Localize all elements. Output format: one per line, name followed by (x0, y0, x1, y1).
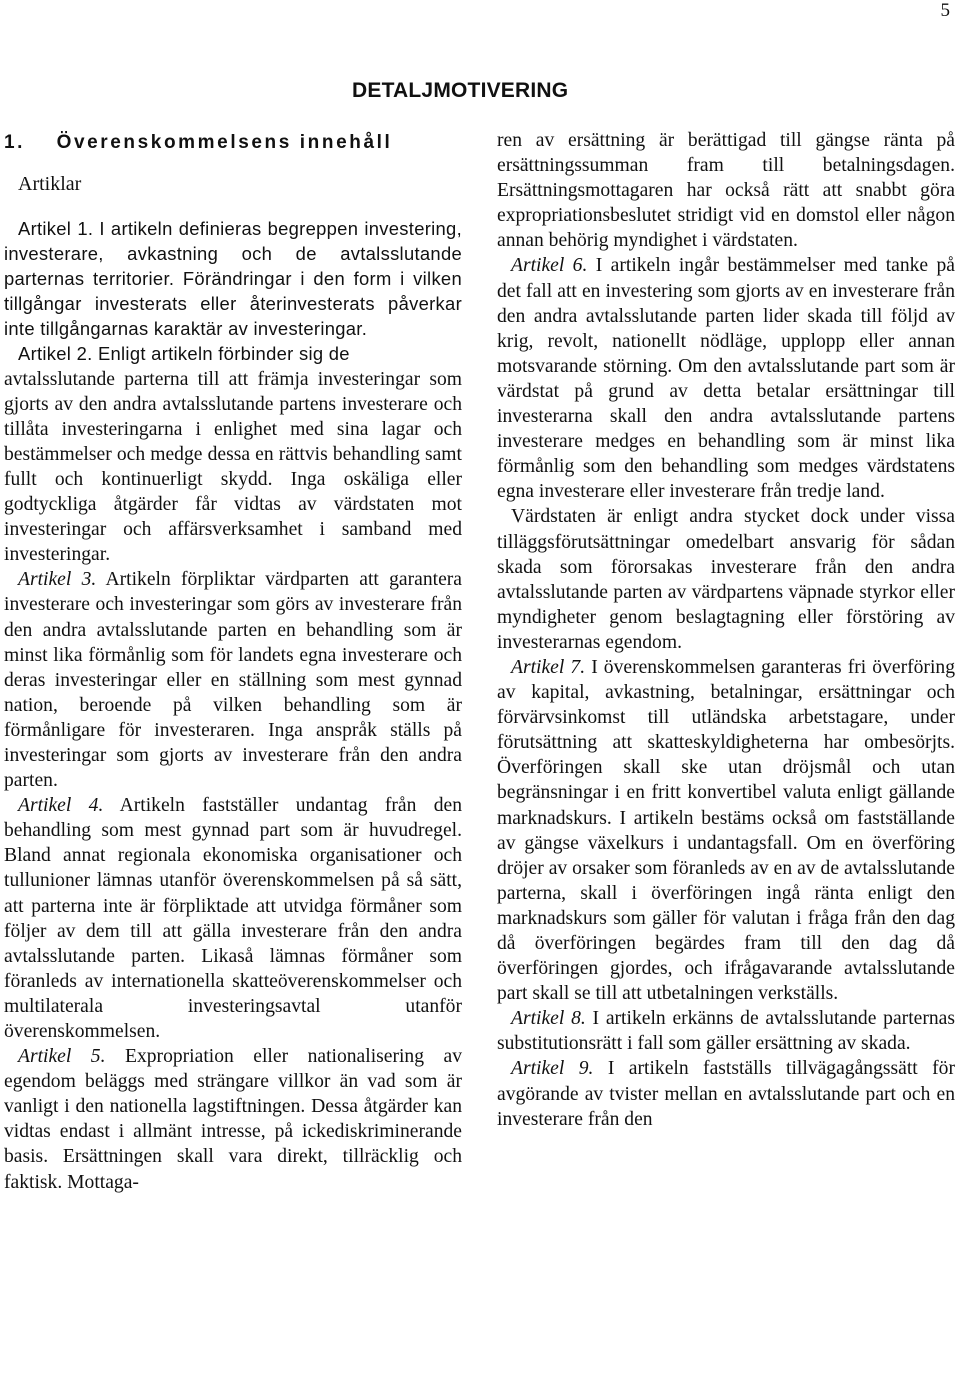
article-1-label: Artikel 1. (18, 218, 94, 239)
article-3 (4, 567, 462, 793)
article-5-part1 (4, 1044, 462, 1195)
article-6-label: Artikel 6. (511, 255, 588, 277)
section-number: 1. (4, 132, 26, 153)
right-column (497, 128, 955, 1132)
page-number: 5 (940, 0, 950, 21)
article-6-text: I artikeln ingår bestämmelser med tanke på det fall att en investering som gjorts av en investerare från den andra avtalsslutande parten lider skada till följd av krig, revolt, nationellt nödläge, upplopp eller annan motsvarande störning. Om den avtalsslutande part som är värdstat på grund av detta betalar ersättningar till investerarna skall den andra avtalsslutande partens investerare medges en behandling som är minst lika förmånlig som den behandling som medges värdstatens egna investerare eller investerare från tredje land. (497, 255, 955, 503)
article-7-label: Artikel 7. (511, 656, 586, 678)
article-6 (497, 253, 955, 504)
article-2-label: Artikel 2. (18, 343, 93, 365)
article-1-text: I artikeln definieras begreppen investering, investerare, avkastning och de avtalsslutande parternas territorier. Förändringar i den form i vilken tillgångar investerats eller återinvesterats påverkar inte tillgångarnas karaktär av investeringar. (4, 218, 462, 340)
article-8-text: I artikeln erkänns de avtalsslutande parternas substitutionsrätt i fall som gäller ersättning av skada. (497, 1008, 955, 1055)
article-4-text: Artikeln fastställer undantag från den behandling som mest gynnad part som är huvudregel. Bland annat regionala ekonomiska organisationer och tullunioner lämnas utanför överenskommelsen på så sätt, att parterna inte är förpliktade att utvidga förmåner som följer av dem till att gälla investerare från den andra avtalsslutande parten. Likaså lämnas förmåner som föranleds av internationella skatteöverenskommelser och multilaterala investeringsavtal utanför överenskommelsen. (4, 795, 462, 1042)
article-7 (497, 655, 955, 1006)
article-7-text: I överenskommelsen garanteras fri överföring av kapital, avkastning, betalningar, ersättningar och förvärvsinkomst till utländska arbetstagare, under förutsättning att skatteskyldigheterna har ombesörjts. Överföringen skall ske utan dröjsmål och utan begränsningar i en fritt konvertibel valuta enligt gällande marknadskurs. I artikeln bestäms också om fastställande av gängse växelkurs i undantagsfall. Om en överföring dröjer av orsaker som föranleds av en av de avtalsslutande parterna, skall i överföringen ingå ränta enligt den marknadskurs som gäller för valutan i fråga från den dag då överföringen begärdes fram till den dag då överföringen gjordes, och ifrågavarande avtalsslutande part skall se till att utbetalningen verkställs. (497, 656, 955, 1005)
subsection-heading: Artiklar (18, 173, 82, 195)
article-6-paragraph-2: Värdstaten är enligt andra stycket dock under vissa tilläggsförutsättningar omedelbart ansvarig för sådan skada som förorsakas investerare från den andra avtalsslutande parten av värdpartens väpnade styrkor eller myndigheter genom beslagtagning eller förstöring av investerarnas egendom. (497, 506, 955, 653)
article-8 (497, 1006, 955, 1056)
article-4-label: Artikel 4. (18, 795, 104, 817)
article-1-block (4, 216, 462, 367)
article-2-head (4, 341, 462, 366)
left-column (4, 128, 462, 1195)
article-2-text-sans: Enligt artikeln förbinder sig de (92, 343, 350, 365)
document-title: DETALJMOTIVERING (352, 79, 569, 102)
article-9-text: I artikeln fastställs tillvägagångssätt för avgörande av tvister mellan en avtalsslutande part och en investerare från den (497, 1058, 955, 1130)
article-8-label: Artikel 8. (511, 1008, 586, 1030)
article-9-label: Artikel 9. (511, 1058, 594, 1080)
article-3-text: Artikeln förpliktar värdparten att garantera investerare och investeringar som görs av investerare från den andra avtalsslutande parten en behandling som är minst lika förmånlig som för landets egna investerare och deras investeringar eller en ställning som mest gynnad nation, beroende på vilken behandling som är förmånligare för investeraren. Inga anspråk ställs på investeringar som gjorts av investerare från den andra parten. (4, 569, 462, 792)
article-1 (4, 216, 462, 341)
article-5-text-left: Expropriation eller nationalisering av egendom beläggs med strängare villkor än vad som är vanligt i den nationella lagstiftningen. Dessa åtgärder kan vidtas endast i allmänt intresse, på ickediskriminerande basis. Ersättningen skall vara direkt, tillräcklig och faktisk. Mottaga- (4, 1046, 462, 1193)
article-3-label: Artikel 3. (18, 569, 97, 591)
section-title: Överenskommelsens innehåll (56, 132, 393, 153)
article-5-part2: ren av ersättning är berättigad till gängse ränta på ersättningssumman fram till betalningsdagen. Ersättningsmottagaren har också rätt att snabbt göra expropriationsbeslutet stridigt vid en domstol eller någon annan behörig myndighet i värdstaten. (497, 130, 955, 252)
section-heading (4, 128, 462, 158)
article-5-label: Artikel 5. (18, 1046, 106, 1068)
article-4 (4, 793, 462, 1044)
article-2-text: avtalsslutande parterna till att främja investeringar som gjorts av den andra avtalsslutande partens investerare och tillåta investeringarna i enlighet med sina lagar och bestämmelser och medge dessa en rättvis behandling samt fullt och kontinuerligt skydd. Inga oskäliga eller godtyckliga åtgärder får vidtas av värdstaten mot investeringar och affärsverksamhet i samband med investeringar. (4, 368, 462, 566)
article-9 (497, 1056, 955, 1131)
